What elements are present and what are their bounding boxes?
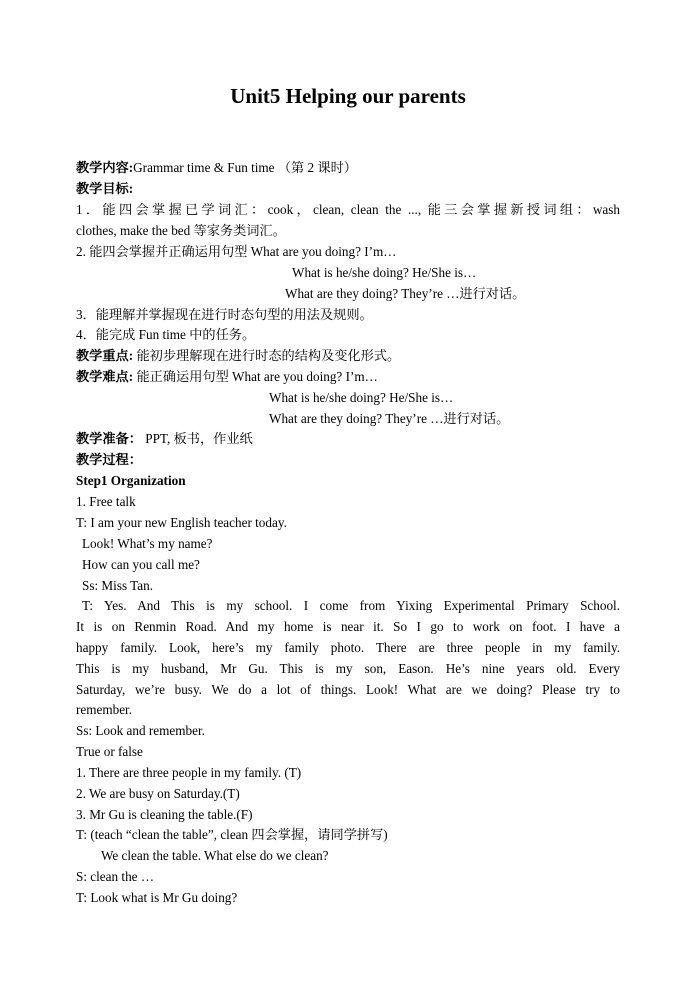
teaching-content-text: Grammar time & Fun time （第 2 课时） xyxy=(133,160,357,175)
paragraph-line-1: T: Yes. And This is my school. I come from Yixing Experimental Primary School. xyxy=(82,598,620,613)
student-answer-line: S: clean the … xyxy=(76,869,155,884)
teacher-note-line: T: (teach “clean the table”, clean 四会掌握，请同学拼写) xyxy=(76,827,388,842)
teaching-goals-label: 教学目标: xyxy=(76,181,134,196)
true-false-item-3: 3. Mr Gu is cleaning the table.(F) xyxy=(76,807,253,822)
document-title: Unit5 Helping our parents xyxy=(230,84,466,108)
preparation-line xyxy=(76,429,253,450)
true-false-heading: True or false xyxy=(76,744,143,759)
key-points-text: 能初步理解现在进行时态的结构及变化形式。 xyxy=(133,348,401,363)
goal-3-line: 3．能理解并掌握现在进行时态句型的用法及规则。 xyxy=(76,307,373,322)
teacher-final-question-line: T: Look what is Mr Gu doing? xyxy=(76,890,238,905)
teacher-question-line: We clean the table. What else do we clean? xyxy=(101,848,329,863)
preparation-text: PPT, 板书，作业纸 xyxy=(141,431,253,446)
process-label: 教学过程： xyxy=(76,452,142,467)
paragraph-line-2: It is on Renmin Road. And my home is near it. So I go to work on foot. I have a xyxy=(76,619,620,634)
student-response-line: Ss: Look and remember. xyxy=(76,723,205,738)
key-points-line xyxy=(76,346,400,367)
goal-2-sentence-he-she: What is he/she doing? He/She is… xyxy=(292,265,477,280)
teaching-content-label: 教学内容: xyxy=(76,160,134,175)
free-talk-line: 1. Free talk xyxy=(76,494,136,509)
paragraph-line-6: remember. xyxy=(76,702,133,717)
difficult-sentence-he-she: What is he/she doing? He/She is… xyxy=(269,390,454,405)
goal-1-line: 1．能四会掌握已学词汇：cook，clean, clean the ..., 能三会掌握新授词组：wash xyxy=(76,202,620,217)
dialogue-line-3: How can you call me? xyxy=(82,557,200,572)
paragraph-line-4: This is my husband, Mr Gu. This is my son, Eason. He’s nine years old. Every xyxy=(76,661,620,676)
key-points-label: 教学重点: xyxy=(76,348,134,363)
teaching-content-line xyxy=(76,158,357,179)
preparation-label: 教学准备： xyxy=(76,431,142,446)
step1-heading xyxy=(76,471,186,492)
goal-4-line: 4．能完成 Fun time 中的任务。 xyxy=(76,327,256,342)
process-heading xyxy=(76,450,142,471)
true-false-item-1: 1. There are three people in my family. (T) xyxy=(76,765,302,780)
dialogue-line-4: Ss: Miss Tan. xyxy=(82,578,154,593)
difficult-points-text: 能正确运用句型 What are you doing? I’m… xyxy=(133,369,378,384)
goal-2-sentence-they: What are they doing? They’re …进行对话。 xyxy=(285,286,526,301)
paragraph-line-3: happy family. Look, here’s my family photo. There are three people in my family. xyxy=(76,640,620,655)
dialogue-line-2: Look! What’s my name? xyxy=(82,536,213,551)
dialogue-line-1: T: I am your new English teacher today. xyxy=(76,515,287,530)
difficult-sentence-they: What are they doing? They’re …进行对话。 xyxy=(269,411,510,426)
teaching-goals-heading xyxy=(76,179,133,200)
true-false-item-2: 2. We are busy on Saturday.(T) xyxy=(76,786,240,801)
difficult-points-line xyxy=(76,367,378,388)
paragraph-line-5: Saturday, we’re busy. We do a lot of things. Look! What are we doing? Please try to xyxy=(76,682,620,697)
goal-2-line: 2. 能四会掌握并正确运用句型 What are you doing? I’m… xyxy=(76,244,397,259)
difficult-points-label: 教学难点: xyxy=(76,369,134,384)
step1-label: Step1 Organization xyxy=(76,473,186,488)
goal-1-continued-line: clothes, make the bed 等家务类词汇。 xyxy=(76,223,286,238)
